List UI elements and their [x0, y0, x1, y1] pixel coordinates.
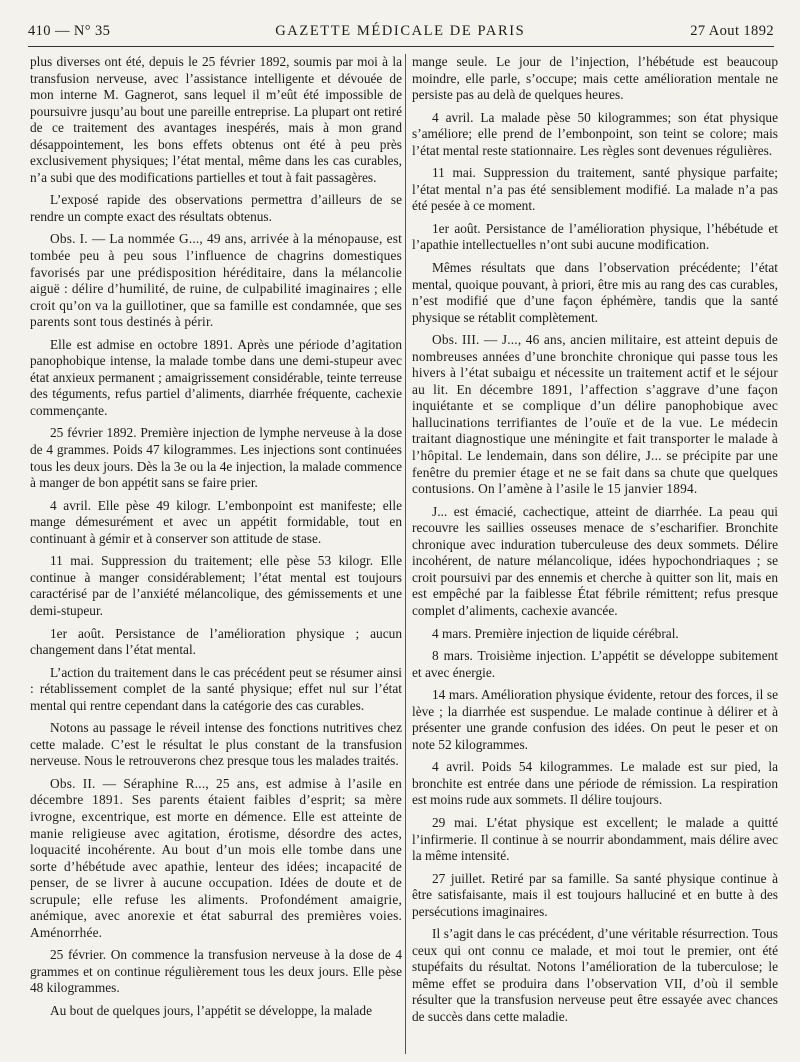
journal-title: GAZETTE MÉDICALE DE PARIS — [275, 22, 526, 39]
paragraph: 8 mars. Troisième injection. L’appétit se développe subitement et avec énergie. — [412, 648, 778, 680]
paragraph: 27 juillet. Retiré par sa famille. Sa santé physique continue à être satisfaisante, mais il est toujours halluciné et en butte à des persécutions imaginaires. — [412, 870, 778, 919]
paragraph: 25 février 1892. Première injection de lymphe nerveuse à la dose de 4 grammes. Poids 47 kilogrammes. Les injections sont continuées tous les deux jours. Dès la 3e ou la 4e injection, la malade commence à manger de bon appétit sans se faire prier. — [30, 425, 402, 491]
paragraph: mange seule. Le jour de l’injection, l’hébétude est beaucoup moindre, elle parle, s’occupe; mais cette amélioration mentale ne persiste pas au delà de quelques heures. — [412, 54, 778, 103]
paragraph: Notons au passage le réveil intense des fonctions nutritives chez cette malade. C’est le résultat le plus constant de la transfusion nerveuse. Nous le retrouverons chez presque tous les malades traités. — [30, 720, 402, 769]
paragraph: 4 avril. Poids 54 kilogrammes. Le malade est sur pied, la bronchite est entrée dans une période de rémission. La respiration est moins rude aux sommets. Il délire toujours. — [412, 759, 778, 808]
page-number: 410 — N° 35 — [28, 22, 111, 39]
right-column — [412, 54, 778, 1056]
paragraph: 4 avril. La malade pèse 50 kilogrammes; son état physique s’améliore; elle prend de l’embonpoint, son teint se colore; mais l’état mental reste stationnaire. Les règles sont devenues régulières. — [412, 109, 778, 158]
paragraph: Mêmes résultats que dans l’observation précédente; l’état mental, quoique pouvant, à priori, être mis au rang des cas curables, n’est modifié que d’une façon éphémère, tandis que la santé physique se rétablit complètement. — [412, 260, 778, 325]
paragraph: Au bout de quelques jours, l’appétit se développe, la malade — [50, 1002, 373, 1018]
paragraph: 4 avril. Elle pèse 49 kilogr. L’embonpoint est manifeste; elle mange démesurément et avec un appétit formidable, tout en continuant à gémir et à conserver son attitude de stase. — [30, 497, 402, 546]
paragraph: 11 mai. Suppression du traitement, santé physique parfaite; l’état mental n’a pas été sensiblement modifié. La malade n’a pas été pesée à ce moment. — [412, 165, 778, 214]
paragraph: 4 mars. Première injection de liquide cérébral. — [432, 625, 679, 641]
observation-2: Obs. II. — Séraphine R..., 25 ans, est admise à l’asile en décembre 1891. Ses parents étaient faibles d’esprit; sa mère ivrogne, excentrique, est morte en démence. Elle est atteinte de manie religieuse avec agitation, érotisme, désordre des actes, loquacité incohérente. Au bout d’un mois elle tombe dans une sorte d’hébétude avec apathie, lenteur des idées; incapacité de penser, de se livrer à aucune occupation. Idées de doute et de scrupule; elle refuse les aliments. Profondément amaigrie, anémique, avec anorexie et état saburral des premières voies. Aménorrhée. — [30, 775, 402, 940]
header-rule — [28, 46, 774, 47]
page-header — [28, 18, 774, 44]
paragraph: 1er août. Persistance de l’amélioration physique ; aucun changement dans l’état mental. — [30, 625, 402, 658]
observation-3: Obs. III. — J..., 46 ans, ancien militaire, est atteint depuis de nombreuses années d’une bronchite chronique qui passe tous les hivers à l’état subaigu et nécessite un traitement actif et le séjour au lit. En décembre 1891, l’affection s’aggrave d’une façon inquiétante et se complique d’un délire panophobique avec hallucinations terrifiantes de l’ouïe et de la vue. Le médecin traitant diagnostique une méningite et fait transporter le malade à l’hôpital. Le lendemain, dans son délire, J... se précipite par une fenêtre du premier étage et ne se fait dans sa chute que quelques contusions. On l’amène à l’asile le 15 janvier 1894. — [412, 332, 778, 497]
paragraph: 14 mars. Amélioration physique évidente, retour des forces, il se lève ; la diarrhée est suspendue. Le malade continue à délirer et à présenter une grande confusion des idées. On peut le peser et on note 52 kilogrammes. — [412, 687, 778, 752]
observation-1: Obs. I. — La nommée G..., 49 ans, arrivée à la ménopause, est tombée peu à peu sous l’influence de chagrins domestiques favorisés par une prédisposition héréditaire, dans la mélancolie aiguë : délire d’humilité, de ruine, de culpabilité imaginaires ; elle croit qu’on va la guillotiner, que sa famille est condamnée, que ses parents sont tous destinés à périr. — [30, 231, 402, 330]
issue-date: 27 Aout 1892 — [690, 22, 774, 39]
paragraph: J... est émacié, cachectique, atteint de diarrhée. La peau qui recouvre les saillies osseuses menace de s’escharifier. Bronchite chronique avec induration tuberculeuse des deux sommets. Délire incohérent, de nature mélancolique, idées hypochondriaques ; se croit poursuivi par des ennemis et cherche à quitter son lit, mais en est empêché par la faiblesse État fébrile rémittent; refus presque complet d’aliments, cachexie avancée. — [412, 503, 778, 618]
left-column — [30, 54, 402, 1056]
paragraph: 25 février. On commence la transfusion nerveuse à la dose de 4 grammes et on continue régulièrement tous les deux jours. Elle pèse 48 kilogrammes. — [30, 947, 402, 996]
paragraph: 1er août. Persistance de l’amélioration physique, l’hébétude et l’apathie intellectuelles n’ont subi aucune modification. — [412, 220, 778, 253]
paragraph: L’exposé rapide des observations permettra d’ailleurs de se rendre un compte exact des résultats obtenus. — [30, 192, 402, 224]
paragraph: Il s’agit dans le cas précédent, d’une véritable résurrection. Tous ceux qui ont connu ce malade, et moi tout le premier, ont été stupéfaits du résultat. Notons l’amélioration de la tuberculose; le même effet se produira dans l’observation VII, d’où il semble résulter que la transfusion nerveuse peut être essayée avec chances de succès dans cette maladie. — [412, 926, 778, 1024]
paragraph: 29 mai. L’état physique est excellent; le malade a quitté l’infirmerie. Il continue à se nourrir abondamment, mais délire avec la même intensité. — [412, 814, 778, 864]
column-divider — [405, 54, 406, 1054]
paragraph: plus diverses ont été, depuis le 25 février 1892, soumis par moi à la transfusion nerveuse, avec l’assistance intelligente et dévouée de mon interne M. Gagnerot, sans lequel il m’eût été impossible de poursuivre jusqu’au bout une pareille entreprise. La plupart ont retiré de ce traitement des avantages inespérés, mais à mon grand désappointement, les bons effets obtenus ont été à peu près exclusivement physiques; l’état mental, même dans les cas curables, n’a subi que des modifications partielles et tout à fait passagères. — [30, 54, 402, 185]
paragraph: 11 mai. Suppression du traitement; elle pèse 53 kilogr. Elle continue à manger considérablement; l’état mental est toujours caractérisé par de l’anxiété mélancolique, des gémissements et une demi-stupeur. — [30, 553, 402, 618]
paragraph: Elle est admise en octobre 1891. Après une période d’agitation panophobique intense, la malade tombe dans une demi-stupeur avec état anxieux permanent ; amaigrissement considérable, teinte terreuse des téguments, refus partiel d’aliments, diarrhée fréquente, cachexie commençante. — [30, 336, 402, 418]
paragraph: L’action du traitement dans le cas précédent peut se résumer ainsi : rétablissement complet de la santé physique; effet nul sur l’état mental qui rentre cependant dans la catégorie des cas curables. — [30, 664, 402, 713]
